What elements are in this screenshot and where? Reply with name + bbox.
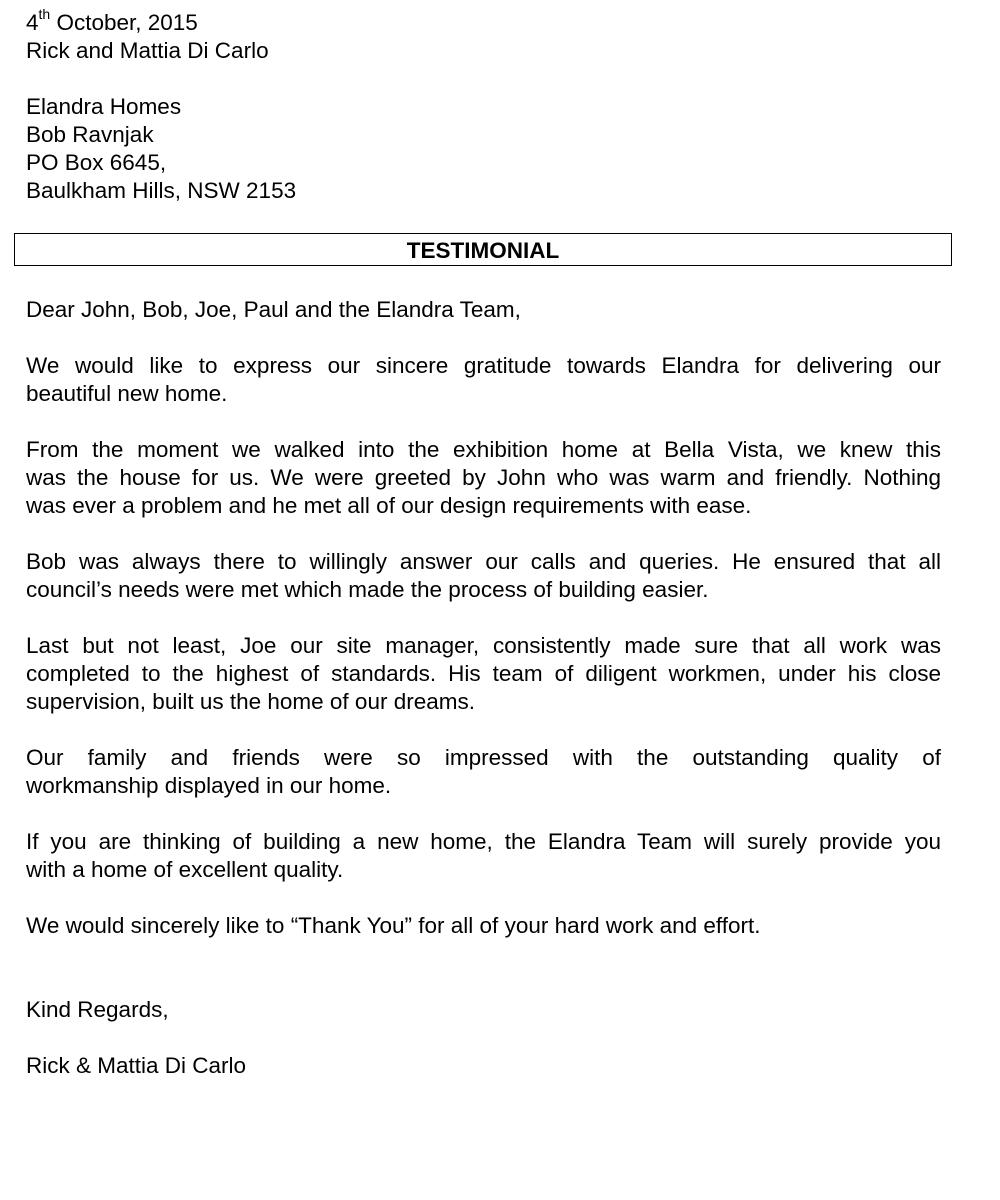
paragraph-line: If you are thinking of building a new home, the Elandra Team will surely provide you	[26, 829, 941, 854]
recipient-company: Elandra Homes	[26, 94, 182, 119]
recipient-po-box: PO Box 6645,	[26, 150, 167, 175]
paragraph-line: We would sincerely like to “Thank You” for all of your hard work and effort.	[26, 913, 761, 938]
paragraph-line: was the house for us. We were greeted by John who was warm and friendly. Nothing	[26, 465, 941, 490]
paragraph-2	[26, 436, 941, 520]
paragraph-line: council’s needs were met which made the process of building easier.	[26, 577, 709, 602]
paragraph-line: Our family and friends were so impressed with the outstanding quality of	[26, 745, 941, 770]
salutation: Dear John, Bob, Joe, Paul and the Elandra Team,	[26, 297, 521, 322]
paragraph-line: workmanship displayed in our home.	[26, 773, 392, 798]
paragraph-line: From the moment we walked into the exhibition home at Bella Vista, we knew this	[26, 437, 941, 462]
paragraph-line: Bob was always there to willingly answer our calls and queries. He ensured that all	[26, 549, 941, 574]
paragraph-line: beautiful new home.	[26, 381, 228, 406]
signature: Rick & Mattia Di Carlo	[26, 1053, 247, 1078]
date-rest: October, 2015	[50, 10, 198, 35]
paragraph-line: with a home of excellent quality.	[26, 857, 344, 882]
paragraph-4	[26, 632, 941, 716]
paragraph-3	[26, 548, 941, 604]
date-suffix: th	[38, 5, 51, 22]
paragraph-6	[26, 828, 941, 884]
paragraph-line: supervision, built us the home of our dreams.	[26, 689, 475, 714]
paragraph-line: was ever a problem and he met all of our design requirements with ease.	[26, 493, 752, 518]
paragraph-1	[26, 352, 941, 408]
paragraph-line: completed to the highest of standards. His team of diligent workmen, under his close	[26, 661, 941, 686]
letter-date	[26, 5, 198, 37]
testimonial-title: TESTIMONIAL	[14, 233, 952, 266]
recipient-city: Baulkham Hills, NSW 2153	[26, 178, 297, 203]
closing: Kind Regards,	[26, 997, 169, 1022]
paragraph-line: We would like to express our sincere gratitude towards Elandra for delivering our	[26, 353, 941, 378]
paragraph-line: Last but not least, Joe our site manager, consistently made sure that all work was	[26, 633, 941, 658]
sender-name: Rick and Mattia Di Carlo	[26, 38, 269, 63]
paragraph-5	[26, 744, 941, 800]
date-day: 4	[26, 10, 39, 35]
recipient-name: Bob Ravnjak	[26, 122, 154, 147]
paragraph-7	[26, 912, 941, 940]
